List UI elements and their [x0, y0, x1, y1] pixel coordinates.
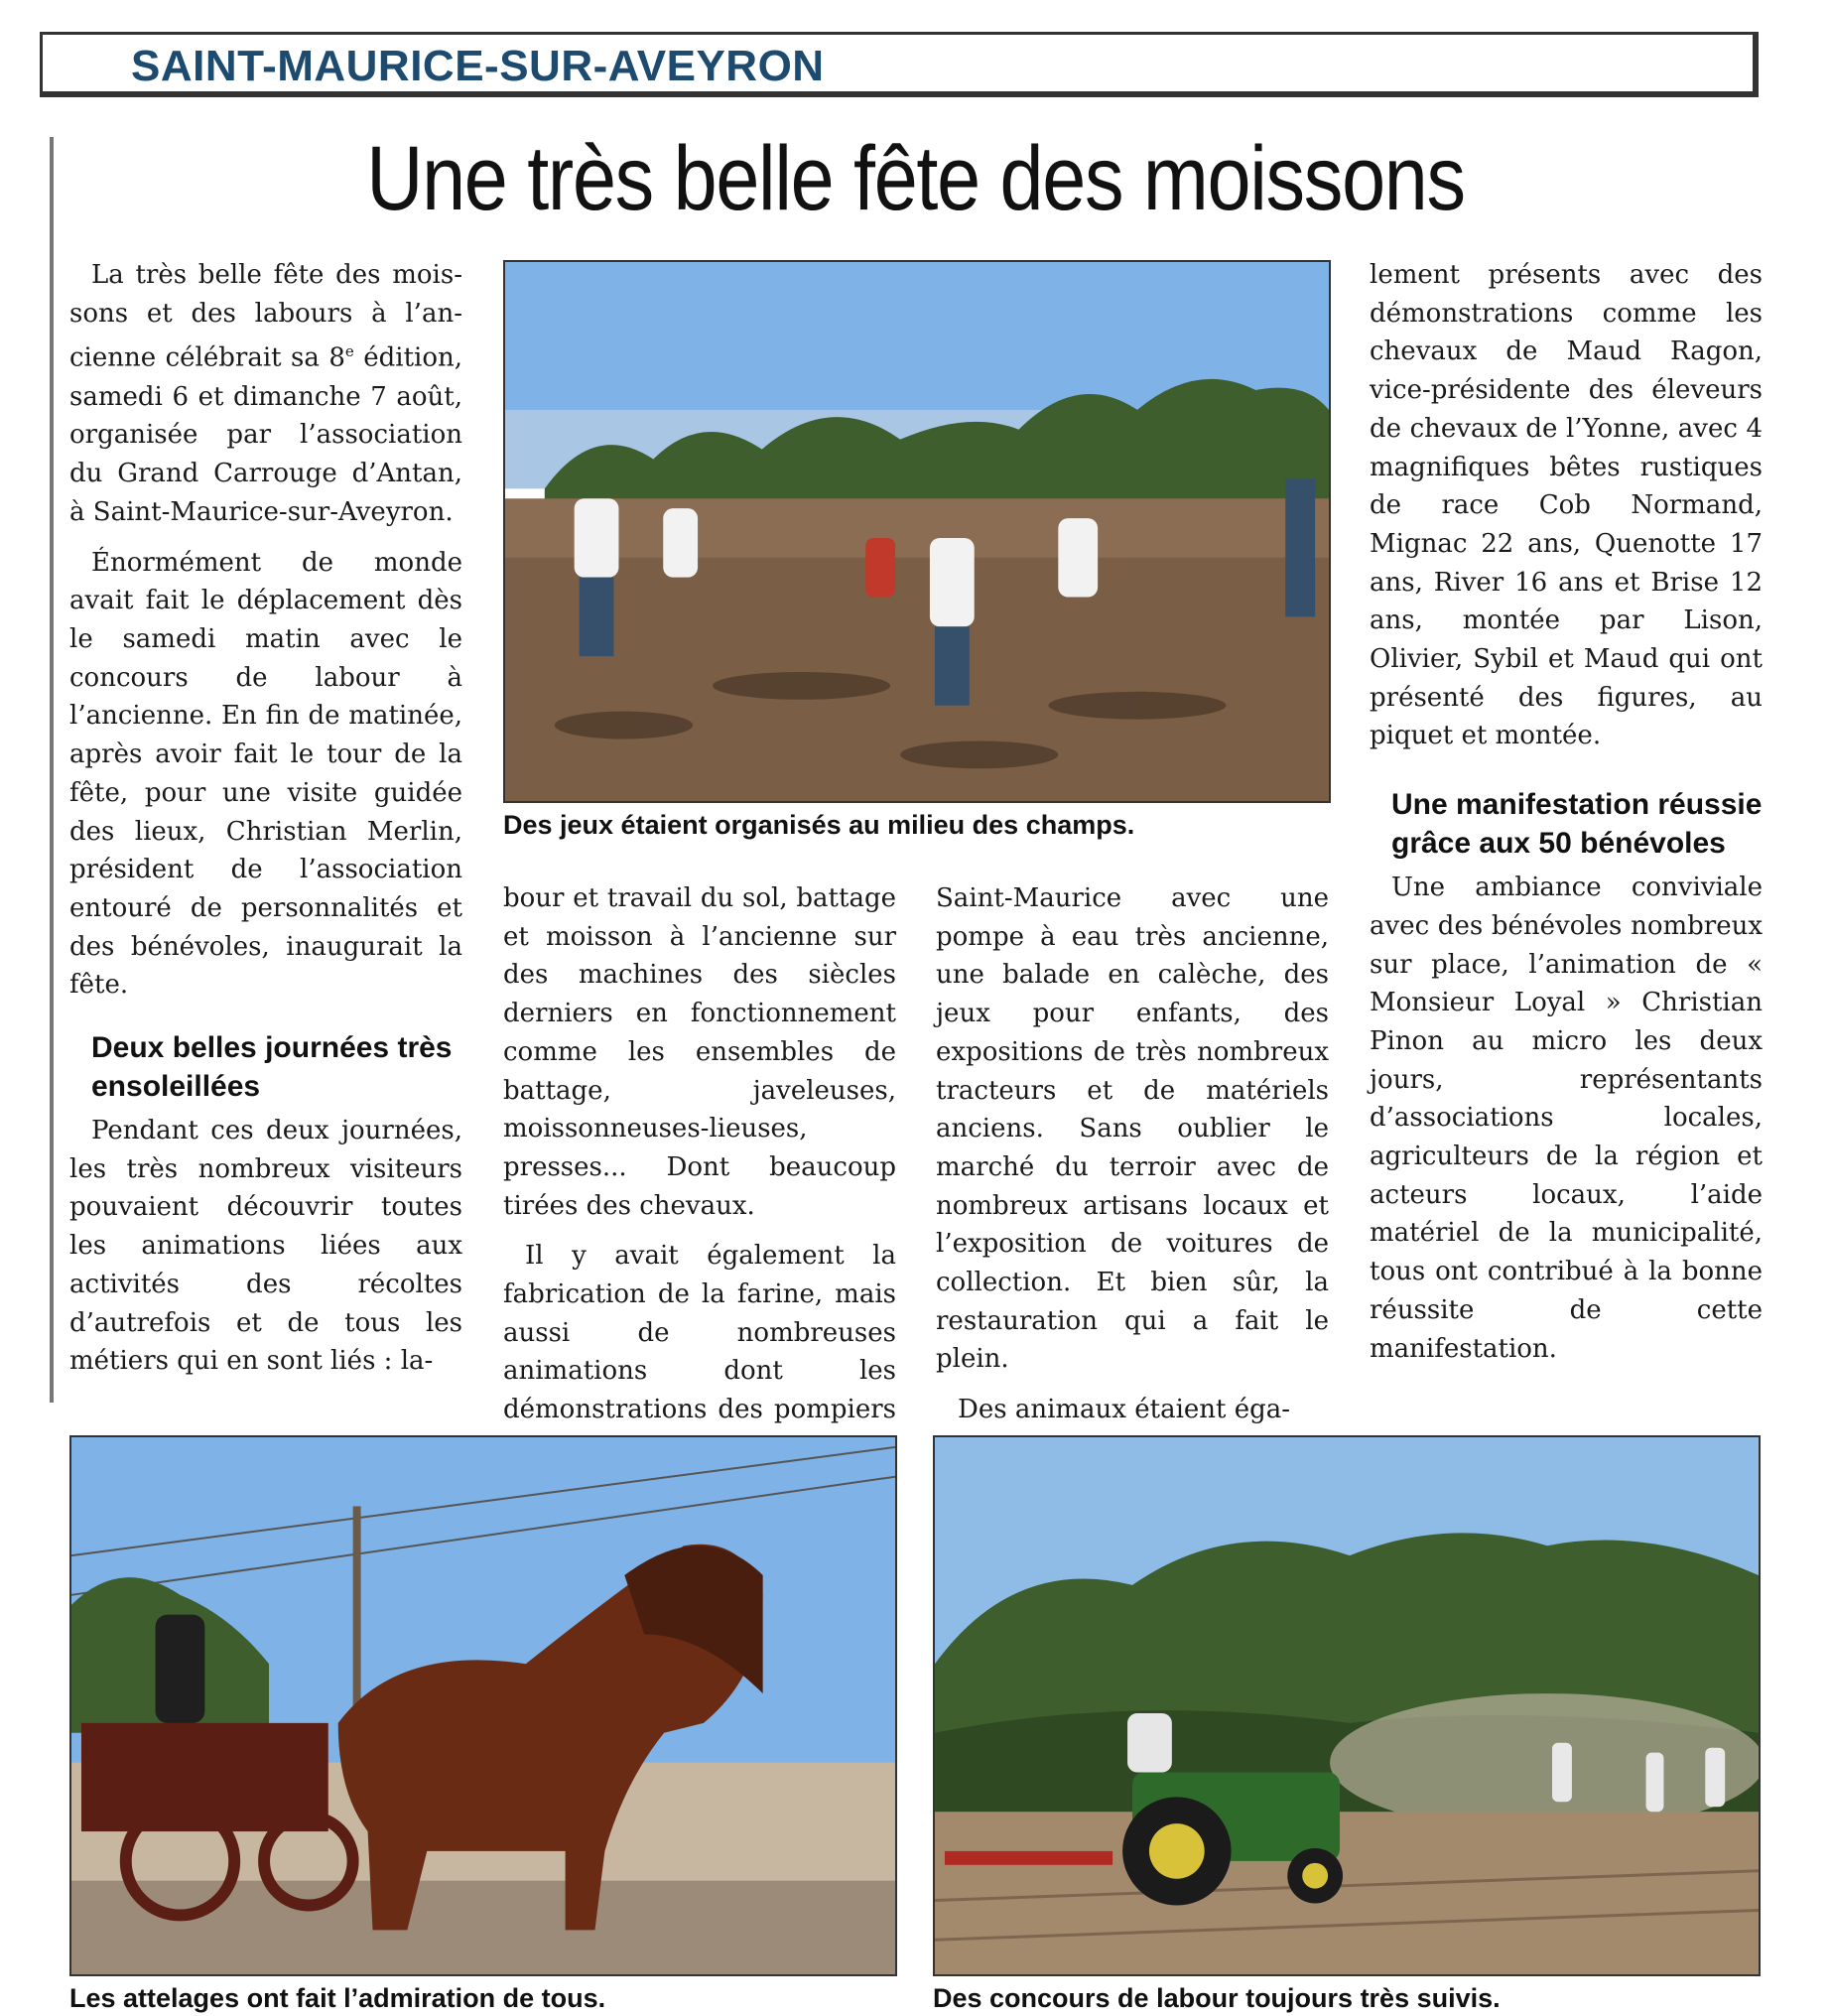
paragraph: Une ambiance conviviale avec des bénévoles nombreux sur place, l’animation de « Monsieur Loyal » Christian Pinon au micro les deux jours, représentants d’associations locales, agriculteurs de la région et acteurs locaux, l’aide matériel de la municipalité, tous ont contribué à la bonne réussite de cette manifestation. — [1370, 873, 1763, 1364]
column-rule — [50, 137, 54, 1403]
subheading: Une manifestation réussie grâce aux 50 bénévoles — [1391, 788, 1763, 861]
paragraph: La très belle fête des moissons et des labours à l’ancienne célébrait sa 8e édition, samedi 6 et dimanche 7 août, organisée par l’association du Grand Carrouge d’Antan, à Saint-Maurice-sur-Aveyron. — [69, 260, 462, 527]
paragraph: Pendant ces deux journées, les très nombreux visiteurs pouvaient découvrir toutes les animations liées aux activités des récoltes d’autrefois et de tous les métiers qui en sont liés : la- — [69, 1116, 462, 1377]
column-3 — [936, 879, 1329, 1429]
paragraph: bour et travail du sol, battage et moisson à l’ancienne sur des machines des siècles derniers en fonctionnement comme les ensembles de battage, javeleuses, moissonneuses-lieuses, presses... Dont beaucoup tirées des chevaux. — [503, 883, 896, 1221]
paragraph: lement présents avec des démonstrations comme les chevaux de Maud Ragon, vice-présidente des éleveurs de chevaux de l’Yonne, avec 4 magnifiques bêtes rustiques de race Cob Normand, Mignac 22 ans, Quenotte 17 ans, River 16 ans et Brise 12 ans, montée par Lison, Olivier, Sybil et Maud qui ont présenté des figures, au piquet et montée. — [1370, 260, 1763, 751]
headline: Une très belle fête des moissons — [366, 128, 1465, 229]
paragraph: Des animaux étaient éga- — [958, 1395, 1291, 1425]
caption-bottom-left: Les attelages ont fait l’admiration de tous. — [69, 1983, 606, 2013]
column-2 — [503, 879, 896, 1468]
caption-bottom-right: Des concours de labour toujours très suivis. — [933, 1983, 1501, 2013]
caption-top: Des jeux étaient organisés au milieu des champs. — [503, 810, 1135, 840]
photo-horse-carriage — [69, 1435, 897, 1976]
section-title: SAINT-MAURICE-SUR-AVEYRON — [131, 42, 825, 90]
paragraph: Énormément de monde avait fait le déplacement dès le samedi matin avec le concours de labour à l’ancienne. En fin de matinée, après avoir fait le tour de la fête, pour une visite guidée des lieux, Christian Merlin, président de l’association entouré de personnalités et des bénévoles, inaugurait la fête. — [69, 547, 462, 1001]
paragraph: Il y avait également la fabrication de la farine, mais aussi de nombreuses animations dont les démonstrations des pompiers — [503, 1241, 896, 1425]
photo-games-in-field — [503, 260, 1331, 803]
column-4 — [1370, 256, 1763, 1368]
subheading: Deux belles journées très ensoleillées — [91, 1031, 453, 1104]
paragraph: Saint-Maurice avec une pompe à eau très ancienne, une balade en calèche, des jeux pour enfants, des expositions de très nombreux tracteurs et de matériels anciens. Sans oublier le marché du terroir avec de nombreux artisans locaux et l’exposition de voitures de collection. Et bien sûr, la restauration qui a fait le plein. — [936, 883, 1329, 1375]
column-1 — [69, 256, 462, 1381]
photo-tractor-plowing — [933, 1435, 1761, 1976]
